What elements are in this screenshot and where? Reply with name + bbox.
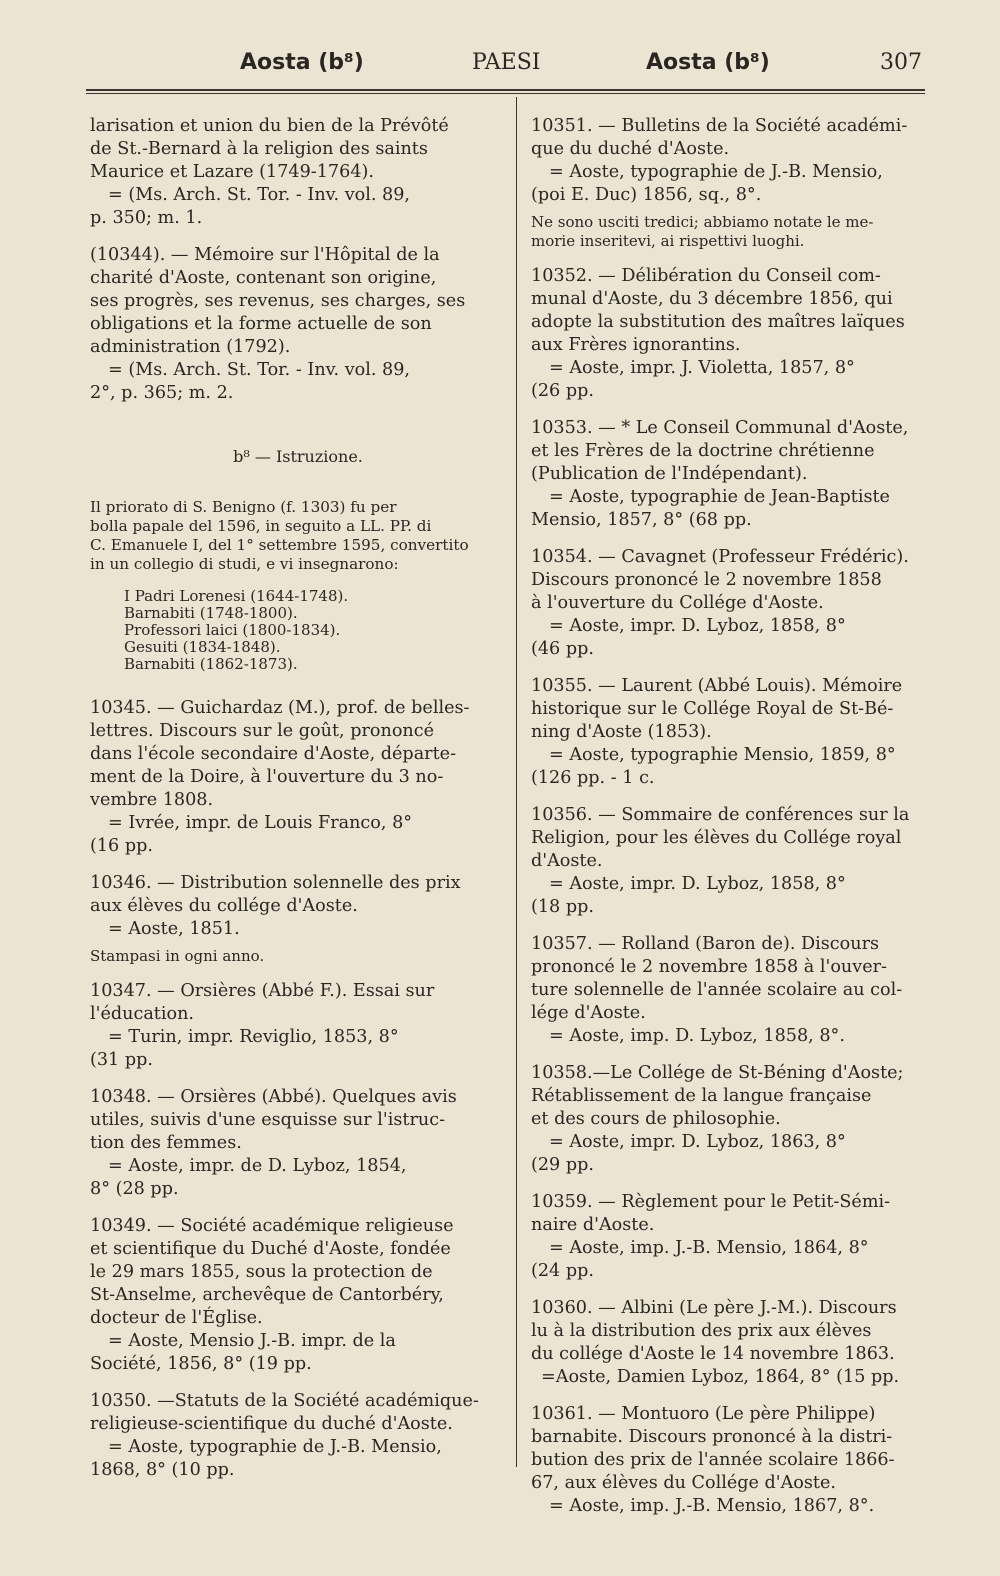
text-line: 10346. — Distribution solennelle des prix bbox=[90, 873, 461, 893]
text-line: et des cours de philosophie. bbox=[531, 1109, 781, 1129]
text-line: 10356. — Sommaire de conférences sur la bbox=[531, 805, 910, 825]
text-line: 10359. — Règlement pour le Petit-Sémi- bbox=[531, 1192, 891, 1212]
entry-10354 bbox=[531, 546, 935, 661]
text-line: docteur de l'Église. bbox=[90, 1308, 263, 1328]
entry-10355 bbox=[531, 675, 935, 790]
text-line: tion des femmes. bbox=[90, 1133, 242, 1153]
entry-10356 bbox=[531, 804, 935, 919]
list-item: Professori laici (1800-1834). bbox=[124, 621, 341, 639]
entry-10345 bbox=[90, 697, 506, 858]
entry-10349 bbox=[90, 1215, 506, 1376]
text-line: obligations et la forme actuelle de son bbox=[90, 314, 432, 334]
text-line: religieuse-scientifique du duché d'Aoste. bbox=[90, 1414, 453, 1434]
text-line: (poi E. Duc) 1856, sq., 8°. bbox=[531, 185, 762, 205]
entry-10357 bbox=[531, 933, 935, 1048]
text-line: 10348. — Orsières (Abbé). Quelques avis bbox=[90, 1087, 457, 1107]
entry-10361 bbox=[531, 1403, 935, 1518]
entry-10344 bbox=[90, 244, 506, 405]
text-line: bution des prix de l'année scolaire 1866- bbox=[531, 1450, 895, 1470]
text-line: (46 pp. bbox=[531, 639, 594, 659]
text-line: vembre 1808. bbox=[90, 790, 214, 810]
text-line: historique sur le Collége Royal de St-Bé- bbox=[531, 699, 894, 719]
text-line: larisation et union du bien de la Prévôté bbox=[90, 116, 449, 136]
text-line: lu à la distribution des prix aux élèves bbox=[531, 1321, 872, 1341]
header-rule-thick bbox=[86, 89, 925, 91]
text-line: que du duché d'Aoste. bbox=[531, 139, 730, 159]
text-line: Discours prononcé le 2 novembre 1858 bbox=[531, 570, 882, 590]
text-line: ture solennelle de l'année scolaire au col- bbox=[531, 980, 903, 1000]
text-line: Religion, pour les élèves du Collége royal bbox=[531, 828, 902, 848]
text-line: et scientifique du Duché d'Aoste, fondée bbox=[90, 1239, 451, 1259]
text-line: bolla papale del 1596, in seguito a LL. PP. di bbox=[90, 517, 432, 535]
entry-10346 bbox=[90, 872, 506, 941]
running-header bbox=[80, 50, 925, 86]
text-line: C. Emanuele I, del 1° settembre 1595, convertito bbox=[90, 536, 469, 554]
text-line: St-Anselme, archevêque de Cantorbéry, bbox=[90, 1285, 444, 1305]
text-line: = Ivrée, impr. de Louis Franco, 8° bbox=[108, 813, 413, 833]
text-line: à l'ouverture du Collége d'Aoste. bbox=[531, 593, 824, 613]
text-line: 10350. —Statuts de la Société académique- bbox=[90, 1391, 479, 1411]
entry-10350 bbox=[90, 1390, 506, 1482]
text-line: 1868, 8° (10 pp. bbox=[90, 1460, 235, 1480]
header-left: Aosta (b⁸) bbox=[240, 50, 364, 75]
text-line: du collége d'Aoste le 14 novembre 1863. bbox=[531, 1344, 895, 1364]
entry-10353 bbox=[531, 417, 935, 532]
entry-10358 bbox=[531, 1062, 935, 1177]
text-line: ses progrès, ses revenus, ses charges, ses bbox=[90, 291, 466, 311]
intro-paragraph bbox=[90, 498, 506, 574]
text-line: Ne sono usciti tredici; abbiamo notate le me- bbox=[531, 213, 874, 231]
text-line: barnabite. Discours prononcé à la distri- bbox=[531, 1427, 893, 1447]
right-column bbox=[531, 115, 935, 1532]
text-line: = Aoste, typographie de Jean-Baptiste bbox=[549, 487, 890, 507]
text-line: aux Frères ignorantins. bbox=[531, 335, 741, 355]
text-line: dans l'école secondaire d'Aoste, départe- bbox=[90, 744, 457, 764]
text-line: (16 pp. bbox=[90, 836, 153, 856]
text-line: charité d'Aoste, contenant son origine, bbox=[90, 268, 437, 288]
text-line: (26 pp. bbox=[531, 381, 594, 401]
text-line: lettres. Discours sur le goût, prononcé bbox=[90, 721, 435, 741]
text-line: Mensio, 1857, 8° (68 pp. bbox=[531, 510, 752, 530]
list-item: Barnabiti (1748-1800). bbox=[124, 604, 298, 622]
text-line: 10358.—Le Collége de St-Béning d'Aoste; bbox=[531, 1063, 904, 1083]
header-right: Aosta (b⁸) bbox=[646, 50, 770, 75]
text-line: ment de la Doire, à l'ouverture du 3 no- bbox=[90, 767, 444, 787]
text-line: 10351. — Bulletins de la Société académi- bbox=[531, 116, 908, 136]
text-line: aux élèves du collége d'Aoste. bbox=[90, 896, 358, 916]
text-line: = Aoste, 1851. bbox=[108, 919, 240, 939]
note-10351 bbox=[531, 213, 935, 251]
text-line: 67, aux élèves du Collége d'Aoste. bbox=[531, 1473, 837, 1493]
text-line: 10354. — Cavagnet (Professeur Frédéric). bbox=[531, 547, 909, 567]
text-line: 10347. — Orsières (Abbé F.). Essai sur bbox=[90, 981, 435, 1001]
text-line: de St.-Bernard à la religion des saints bbox=[90, 139, 428, 159]
entry-10352 bbox=[531, 265, 935, 403]
text-line: in un collegio di studi, e vi insegnarono: bbox=[90, 555, 399, 573]
section-heading: b⁸ — Istruzione. bbox=[233, 447, 363, 466]
text-line: 10360. — Albini (Le père J.-M.). Discours bbox=[531, 1298, 897, 1318]
list-item: I Padri Lorenesi (1644-1748). bbox=[124, 587, 349, 605]
text-line: Rétablissement de la langue française bbox=[531, 1086, 872, 1106]
page-number: 307 bbox=[880, 50, 922, 75]
text-line: ning d'Aoste (1853). bbox=[531, 722, 712, 742]
text-line: = Aoste, Mensio J.-B. impr. de la bbox=[108, 1331, 396, 1351]
text-line: = Aoste, imp. J.-B. Mensio, 1867, 8°. bbox=[549, 1496, 875, 1516]
text-line: (29 pp. bbox=[531, 1155, 594, 1175]
entry-10347 bbox=[90, 980, 506, 1072]
entry-10360 bbox=[531, 1297, 935, 1389]
text-line: = (Ms. Arch. St. Tor. - Inv. vol. 89, bbox=[108, 360, 411, 380]
text-line: 10355. — Laurent (Abbé Louis). Mémoire bbox=[531, 676, 903, 696]
entry-continued bbox=[90, 115, 506, 230]
text-line: adopte la substitution des maîtres laïques bbox=[531, 312, 905, 332]
note-10346 bbox=[90, 947, 506, 966]
text-line: = Aoste, impr. D. Lyboz, 1863, 8° bbox=[549, 1132, 846, 1152]
text-line: 8° (28 pp. bbox=[90, 1179, 179, 1199]
text-line: = Aoste, impr. J. Violetta, 1857, 8° bbox=[549, 358, 855, 378]
text-line: administration (1792). bbox=[90, 337, 291, 357]
left-column bbox=[90, 115, 506, 1496]
text-line: munal d'Aoste, du 3 décembre 1856, qui bbox=[531, 289, 893, 309]
text-line: (24 pp. bbox=[531, 1261, 594, 1281]
text-line: = (Ms. Arch. St. Tor. - Inv. vol. 89, bbox=[108, 185, 411, 205]
text-line: Il priorato di S. Benigno (f. 1303) fu per bbox=[90, 498, 397, 516]
text-line: (Publication de l'Indépendant). bbox=[531, 464, 808, 484]
text-line: 10361. — Montuoro (Le père Philippe) bbox=[531, 1404, 876, 1424]
text-line: = Aoste, typographie de J.-B. Mensio, bbox=[108, 1437, 442, 1457]
text-line: (18 pp. bbox=[531, 897, 594, 917]
text-line: lége d'Aoste. bbox=[531, 1003, 646, 1023]
text-line: =Aoste, Damien Lyboz, 1864, 8° (15 pp. bbox=[541, 1367, 900, 1387]
text-line: 10349. — Société académique religieuse bbox=[90, 1216, 454, 1236]
text-line: le 29 mars 1855, sous la protection de bbox=[90, 1262, 433, 1282]
list-item: Barnabiti (1862-1873). bbox=[124, 655, 298, 673]
text-line: = Aoste, imp. J.-B. Mensio, 1864, 8° bbox=[549, 1238, 869, 1258]
text-line: 10357. — Rolland (Baron de). Discours bbox=[531, 934, 880, 954]
text-line: prononcé le 2 novembre 1858 à l'ouver- bbox=[531, 957, 887, 977]
entry-10359 bbox=[531, 1191, 935, 1283]
text-line: 10352. — Délibération du Conseil com- bbox=[531, 266, 881, 286]
text-line: Maurice et Lazare (1749-1764). bbox=[90, 162, 374, 182]
text-line: p. 350; m. 1. bbox=[90, 208, 203, 228]
text-line: = Aoste, typographie de J.-B. Mensio, bbox=[549, 162, 883, 182]
teachers-list bbox=[90, 588, 506, 673]
text-line: = Aoste, impr. D. Lyboz, 1858, 8° bbox=[549, 616, 846, 636]
text-line: = Aoste, typographie Mensio, 1859, 8° bbox=[549, 745, 896, 765]
text-line: = Turin, impr. Reviglio, 1853, 8° bbox=[108, 1027, 399, 1047]
text-line: = Aoste, impr. de D. Lyboz, 1854, bbox=[108, 1156, 407, 1176]
list-item: Gesuiti (1834-1848). bbox=[124, 638, 281, 656]
header-center: PAESI bbox=[472, 50, 541, 75]
text-line: d'Aoste. bbox=[531, 851, 603, 871]
text-line: (126 pp. - 1 c. bbox=[531, 768, 655, 788]
text-line: Stampasi in ogni anno. bbox=[90, 947, 265, 965]
text-line: 10345. — Guichardaz (M.), prof. de belles- bbox=[90, 698, 470, 718]
text-line: morie inseritevi, ai rispettivi luoghi. bbox=[531, 232, 805, 250]
text-line: = Aoste, impr. D. Lyboz, 1858, 8° bbox=[549, 874, 846, 894]
text-line: Société, 1856, 8° (19 pp. bbox=[90, 1354, 312, 1374]
column-divider bbox=[516, 97, 517, 1467]
entry-10351 bbox=[531, 115, 935, 207]
text-line: l'éducation. bbox=[90, 1004, 195, 1024]
text-line: = Aoste, imp. D. Lyboz, 1858, 8°. bbox=[549, 1026, 845, 1046]
text-line: 10353. — * Le Conseil Communal d'Aoste, bbox=[531, 418, 909, 438]
text-line: utiles, suivis d'une esquisse sur l'istruc- bbox=[90, 1110, 446, 1130]
text-line: naire d'Aoste. bbox=[531, 1215, 655, 1235]
entry-10348 bbox=[90, 1086, 506, 1201]
text-line: et les Frères de la doctrine chrétienne bbox=[531, 441, 875, 461]
text-line: (31 pp. bbox=[90, 1050, 153, 1070]
text-line: 2°, p. 365; m. 2. bbox=[90, 383, 234, 403]
header-rule-thin bbox=[86, 93, 925, 94]
text-line: (10344). — Mémoire sur l'Hôpital de la bbox=[90, 245, 440, 265]
